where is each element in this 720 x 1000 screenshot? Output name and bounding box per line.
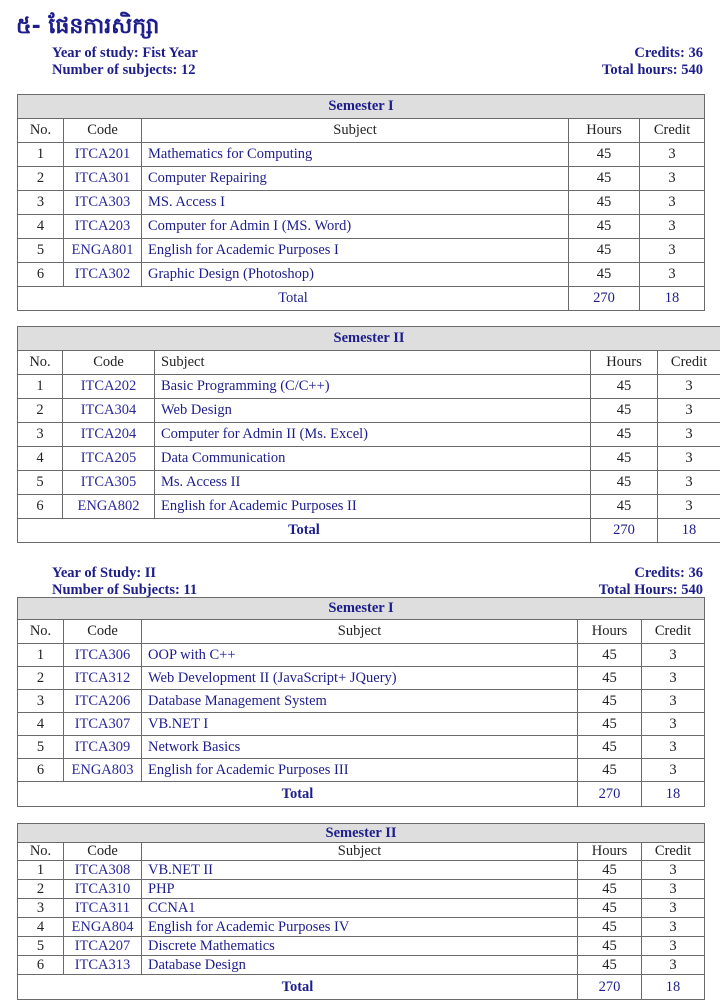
- col-subject-header: Subject: [142, 620, 578, 644]
- table-row: [18, 861, 705, 880]
- row-subject: Data Communication: [155, 447, 591, 471]
- year1-credits-label: Credits: 36: [602, 45, 703, 62]
- row-hours: 45: [578, 736, 642, 759]
- table-row: [18, 399, 720, 423]
- row-hours: 45: [578, 899, 642, 918]
- row-credit: 3: [642, 690, 705, 713]
- row-credit: 3: [642, 667, 705, 690]
- table-row: [18, 191, 705, 215]
- semester-table: [17, 94, 705, 311]
- table-row: [18, 447, 720, 471]
- table-row: [18, 899, 705, 918]
- row-number: 5: [18, 937, 64, 956]
- col-subject-header: Subject: [142, 843, 578, 861]
- col-code-header: Code: [63, 351, 155, 375]
- row-subject: VB.NET II: [142, 861, 578, 880]
- row-number: 3: [18, 423, 63, 447]
- col-hours-header: Hours: [591, 351, 658, 375]
- row-hours: 45: [578, 713, 642, 736]
- row-credit: 3: [642, 861, 705, 880]
- row-credit: 3: [640, 263, 705, 287]
- row-number: 2: [18, 667, 64, 690]
- row-hours: 45: [569, 191, 640, 215]
- row-subject: Computer for Admin I (MS. Word): [142, 215, 569, 239]
- row-hours: 45: [578, 937, 642, 956]
- row-code: ITCA309: [64, 736, 142, 759]
- col-hours-header: Hours: [578, 620, 642, 644]
- row-credit: 3: [658, 423, 720, 447]
- row-subject: PHP: [142, 880, 578, 899]
- row-code: ITCA311: [64, 899, 142, 918]
- table-row: [18, 375, 720, 399]
- col-credit-header: Credit: [642, 620, 705, 644]
- table-row: [18, 263, 705, 287]
- col-hours-header: Hours: [569, 119, 640, 143]
- row-credit: 3: [642, 759, 705, 782]
- row-subject: Database Management System: [142, 690, 578, 713]
- row-credit: 3: [642, 644, 705, 667]
- col-credit-header: Credit: [642, 843, 705, 861]
- row-hours: 45: [578, 880, 642, 899]
- table-row: [18, 880, 705, 899]
- semester-title: Semester II: [18, 824, 705, 843]
- table-row: [18, 667, 705, 690]
- semester-title: Semester I: [18, 95, 705, 119]
- row-subject: English for Academic Purposes II: [155, 495, 591, 519]
- row-credit: 3: [642, 918, 705, 937]
- row-hours: 45: [578, 861, 642, 880]
- row-number: 3: [18, 690, 64, 713]
- col-credit-header: Credit: [640, 119, 705, 143]
- year2-totals: [599, 565, 703, 599]
- row-subject: Database Design: [142, 956, 578, 975]
- row-credit: 3: [640, 191, 705, 215]
- row-code: ITCA207: [64, 937, 142, 956]
- year2-subjects-label: Number of Subjects: 11: [52, 582, 197, 599]
- total-row: [18, 287, 705, 311]
- semester-table: [17, 823, 705, 1000]
- row-code: ITCA313: [64, 956, 142, 975]
- row-number: 2: [18, 167, 64, 191]
- row-hours: 45: [591, 375, 658, 399]
- row-subject: Network Basics: [142, 736, 578, 759]
- total-credit: 18: [658, 519, 720, 543]
- total-credit: 18: [642, 975, 705, 1000]
- row-subject: Discrete Mathematics: [142, 937, 578, 956]
- row-hours: 45: [591, 423, 658, 447]
- row-hours: 45: [569, 167, 640, 191]
- row-code: ITCA201: [64, 143, 142, 167]
- year2-hours-label: Total Hours: 540: [599, 582, 703, 599]
- total-label: Total: [18, 975, 578, 1000]
- table-row: [18, 956, 705, 975]
- row-credit: 3: [658, 399, 720, 423]
- row-number: 5: [18, 736, 64, 759]
- row-number: 3: [18, 899, 64, 918]
- row-credit: 3: [642, 899, 705, 918]
- row-code: ITCA206: [64, 690, 142, 713]
- year1-info: [52, 45, 198, 79]
- row-number: 1: [18, 644, 64, 667]
- row-code: ITCA305: [63, 471, 155, 495]
- row-number: 6: [18, 263, 64, 287]
- row-number: 6: [18, 759, 64, 782]
- row-code: ITCA310: [64, 880, 142, 899]
- table-row: [18, 644, 705, 667]
- row-credit: 3: [640, 239, 705, 263]
- row-credit: 3: [642, 736, 705, 759]
- col-hours-header: Hours: [578, 843, 642, 861]
- total-label: Total: [18, 287, 569, 311]
- row-subject: Graphic Design (Photoshop): [142, 263, 569, 287]
- row-code: ITCA302: [64, 263, 142, 287]
- table-row: [18, 736, 705, 759]
- table-row: [18, 495, 720, 519]
- table-row: [18, 690, 705, 713]
- semester-table: [17, 326, 720, 543]
- row-credit: 3: [658, 447, 720, 471]
- row-number: 4: [18, 447, 63, 471]
- row-credit: 3: [642, 937, 705, 956]
- row-number: 1: [18, 861, 64, 880]
- row-code: ITCA205: [63, 447, 155, 471]
- semester-title: Semester I: [18, 598, 705, 620]
- row-number: 2: [18, 399, 63, 423]
- row-subject: MS. Access I: [142, 191, 569, 215]
- row-code: ITCA202: [63, 375, 155, 399]
- table-row: [18, 759, 705, 782]
- row-hours: 45: [569, 263, 640, 287]
- row-number: 1: [18, 143, 64, 167]
- row-credit: 3: [658, 471, 720, 495]
- row-credit: 3: [642, 880, 705, 899]
- row-hours: 45: [578, 690, 642, 713]
- row-subject: Ms. Access II: [155, 471, 591, 495]
- row-code: ITCA304: [63, 399, 155, 423]
- year1-subjects-label: Number of subjects: 12: [52, 62, 198, 79]
- row-subject: English for Academic Purposes I: [142, 239, 569, 263]
- total-row: [18, 975, 705, 1000]
- row-hours: 45: [569, 215, 640, 239]
- col-subject-header: Subject: [155, 351, 591, 375]
- row-hours: 45: [591, 447, 658, 471]
- year2-year-label: Year of Study: II: [52, 565, 197, 582]
- row-code: ITCA204: [63, 423, 155, 447]
- year1-year-label: Year of study: Fist Year: [52, 45, 198, 62]
- row-code: ENGA802: [63, 495, 155, 519]
- year1-totals: [602, 45, 703, 79]
- row-hours: 45: [591, 399, 658, 423]
- col-code-header: Code: [64, 620, 142, 644]
- row-hours: 45: [591, 495, 658, 519]
- row-subject: VB.NET I: [142, 713, 578, 736]
- col-no-header: No.: [18, 351, 63, 375]
- semester-title: Semester II: [18, 327, 720, 351]
- row-hours: 45: [578, 918, 642, 937]
- table-row: [18, 471, 720, 495]
- page-title: ៥- ផែនការសិក្សា: [16, 12, 159, 44]
- row-code: ENGA803: [64, 759, 142, 782]
- row-credit: 3: [640, 143, 705, 167]
- table-row: [18, 423, 720, 447]
- year2-info: [52, 565, 197, 599]
- year2-credits-label: Credits: 36: [599, 565, 703, 582]
- row-subject: Computer Repairing: [142, 167, 569, 191]
- total-credit: 18: [642, 782, 705, 807]
- table-row: [18, 713, 705, 736]
- total-hours: 270: [591, 519, 658, 543]
- table-row: [18, 239, 705, 263]
- row-hours: 45: [578, 759, 642, 782]
- row-credit: 3: [658, 375, 720, 399]
- row-number: 4: [18, 215, 64, 239]
- row-subject: Computer for Admin II (Ms. Excel): [155, 423, 591, 447]
- row-number: 6: [18, 956, 64, 975]
- row-code: ITCA306: [64, 644, 142, 667]
- col-code-header: Code: [64, 119, 142, 143]
- semester-table: [17, 597, 705, 807]
- row-number: 2: [18, 880, 64, 899]
- col-no-header: No.: [18, 620, 64, 644]
- row-number: 5: [18, 471, 63, 495]
- row-number: 6: [18, 495, 63, 519]
- row-subject: OOP with C++: [142, 644, 578, 667]
- row-hours: 45: [578, 956, 642, 975]
- row-subject: CCNA1: [142, 899, 578, 918]
- row-subject: English for Academic Purposes III: [142, 759, 578, 782]
- row-number: 4: [18, 713, 64, 736]
- total-label: Total: [18, 519, 591, 543]
- table-row: [18, 143, 705, 167]
- col-no-header: No.: [18, 119, 64, 143]
- row-code: ITCA308: [64, 861, 142, 880]
- total-credit: 18: [640, 287, 705, 311]
- col-credit-header: Credit: [658, 351, 720, 375]
- row-credit: 3: [640, 167, 705, 191]
- row-number: 3: [18, 191, 64, 215]
- table-row: [18, 215, 705, 239]
- row-number: 4: [18, 918, 64, 937]
- row-subject: Web Design: [155, 399, 591, 423]
- row-code: ITCA203: [64, 215, 142, 239]
- row-credit: 3: [640, 215, 705, 239]
- row-code: ITCA312: [64, 667, 142, 690]
- total-hours: 270: [578, 975, 642, 1000]
- row-number: 5: [18, 239, 64, 263]
- row-subject: Basic Programming (C/C++): [155, 375, 591, 399]
- row-subject: English for Academic Purposes IV: [142, 918, 578, 937]
- row-hours: 45: [591, 471, 658, 495]
- row-hours: 45: [569, 143, 640, 167]
- total-hours: 270: [578, 782, 642, 807]
- col-code-header: Code: [64, 843, 142, 861]
- col-no-header: No.: [18, 843, 64, 861]
- total-label: Total: [18, 782, 578, 807]
- row-credit: 3: [658, 495, 720, 519]
- row-subject: Mathematics for Computing: [142, 143, 569, 167]
- row-credit: 3: [642, 713, 705, 736]
- row-code: ITCA301: [64, 167, 142, 191]
- row-hours: 45: [578, 644, 642, 667]
- row-credit: 3: [642, 956, 705, 975]
- table-row: [18, 918, 705, 937]
- row-subject: Web Development II (JavaScript+ JQuery): [142, 667, 578, 690]
- row-code: ENGA804: [64, 918, 142, 937]
- row-code: ENGA801: [64, 239, 142, 263]
- row-number: 1: [18, 375, 63, 399]
- row-hours: 45: [569, 239, 640, 263]
- total-row: [18, 782, 705, 807]
- row-code: ITCA303: [64, 191, 142, 215]
- row-hours: 45: [578, 667, 642, 690]
- year1-hours-label: Total hours: 540: [602, 62, 703, 79]
- table-row: [18, 937, 705, 956]
- col-subject-header: Subject: [142, 119, 569, 143]
- total-row: [18, 519, 720, 543]
- row-code: ITCA307: [64, 713, 142, 736]
- table-row: [18, 167, 705, 191]
- total-hours: 270: [569, 287, 640, 311]
